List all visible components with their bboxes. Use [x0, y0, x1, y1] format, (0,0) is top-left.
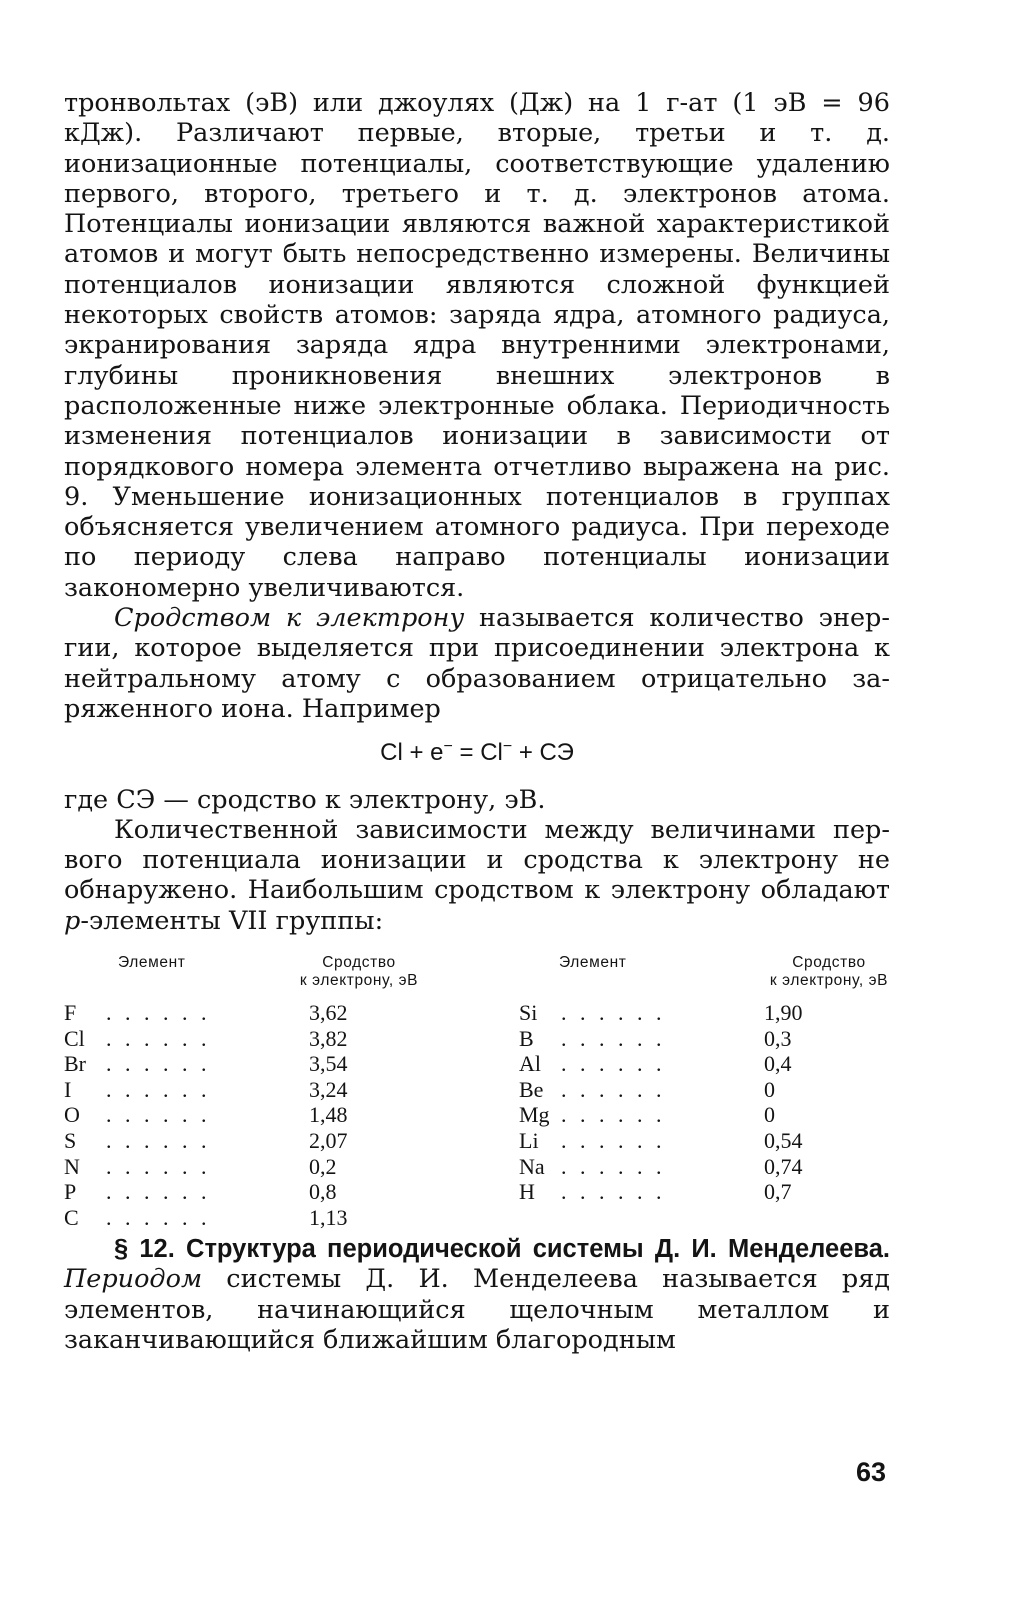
- table-row: [64, 1205, 484, 1231]
- table-rows: [64, 1000, 484, 1230]
- leader-dots: . . . . . .: [106, 1204, 211, 1230]
- table-row: [519, 1128, 939, 1154]
- header-affinity: [254, 954, 464, 990]
- paragraph-ionization: тронвольтах (эВ) или джоулях (Дж) на 1 г-ат (1 эВ = 96 кДж). Различают первые, вторые, третьи и т. д. ионизационные потенциалы, соответствующие удалению первого, второго, третьего и т. д. электронов атома. Потенциалы ионизации являются важной характеристикой атомов и могут быть непосредственно измерены. Величины потенциалов ионизации являются сложной функцией некоторых свойств атомов: заряда ядра, атомного радиуса, экранирования заряда ядра внутренними электронами, глубины проникновения внешних электронов в расположенные ниже электронные облака. Периодичность изменения потенциалов ионизации в зависимости от порядкового номера элемента отчетливо выражена на рис. 9. Уменьшение ионизационных потенциалов в группах объясняется увеличением атомного радиуса. При переходе по периоду слева направо потенциалы ионизации закономерно увеличиваются.: [64, 88, 890, 603]
- affinity-value: 1,13: [309, 1204, 348, 1230]
- element-symbol: N: [64, 1153, 80, 1179]
- leader-dots: . . . . . .: [561, 1179, 666, 1205]
- table-row: [64, 1102, 484, 1128]
- affinity-value: 0,3: [764, 1025, 792, 1051]
- section-12: [64, 1234, 890, 1355]
- leader-dots: . . . . . .: [106, 1076, 211, 1102]
- leader-dots: . . . . . .: [561, 1153, 666, 1179]
- leader-dots: . . . . . .: [561, 1051, 666, 1077]
- paragraph-quantitative: [64, 815, 890, 936]
- leader-dots: . . . . . .: [561, 1076, 666, 1102]
- element-symbol: S: [64, 1127, 77, 1153]
- affinity-value: 1,48: [309, 1102, 348, 1128]
- element-symbol: O: [64, 1102, 80, 1128]
- affinity-value: 0,54: [764, 1127, 803, 1153]
- term-electron-affinity: Сродством к электрону: [114, 603, 465, 634]
- affinity-value: 0: [764, 1102, 775, 1128]
- element-symbol: Li: [519, 1127, 539, 1153]
- affinity-table-left: [64, 954, 484, 1230]
- header-affinity-line2: к электрону, эВ: [299, 972, 419, 990]
- paragraph-quantitative-end: -элементы VII группы:: [80, 905, 384, 936]
- section-text: системы Д. И. Менделеева называется ряд элементов, начинающийся щелочным металлом и заканчивающийся ближайшим благородным: [64, 1264, 890, 1355]
- leader-dots: . . . . . .: [561, 1000, 666, 1026]
- leader-dots: . . . . . .: [561, 1102, 666, 1128]
- element-symbol: Na: [519, 1153, 545, 1179]
- header-affinity-line2: к электрону, эВ: [769, 972, 889, 990]
- affinity-value: 3,54: [309, 1051, 348, 1077]
- affinity-value: 0,4: [764, 1051, 792, 1077]
- table-row: [64, 1026, 484, 1052]
- formula-part-b: = Cl: [452, 739, 503, 767]
- leader-dots: . . . . . .: [561, 1025, 666, 1051]
- table-row: [519, 1026, 939, 1052]
- page-number: 63: [856, 1457, 887, 1487]
- element-symbol: Br: [64, 1051, 86, 1077]
- paragraph-quantitative-text: Количественной зависимости между величинами первого потенциала ионизации и сродства к электрону не обнаружено. Наибольшим сродством к электрону обладают: [64, 814, 890, 906]
- element-symbol: Si: [519, 1000, 538, 1026]
- term-period: Периодом: [64, 1264, 203, 1295]
- affinity-tables: [64, 954, 890, 1234]
- table-row: [519, 1077, 939, 1103]
- affinity-value: 0,8: [309, 1179, 337, 1205]
- table-row: [64, 1128, 484, 1154]
- affinity-value: 0,74: [764, 1153, 803, 1179]
- element-symbol: Cl: [64, 1025, 85, 1051]
- table-row: [64, 1077, 484, 1103]
- table-row: [519, 1102, 939, 1128]
- element-symbol: H: [519, 1179, 535, 1205]
- table-row: [519, 1179, 939, 1205]
- table-row: [519, 1154, 939, 1180]
- table-rows: [519, 1000, 939, 1205]
- leader-dots: . . . . . .: [106, 1127, 211, 1153]
- leader-dots: . . . . . .: [106, 1025, 211, 1051]
- formula: [64, 738, 890, 768]
- header-affinity-line1: Сродство: [792, 954, 866, 972]
- leader-dots: . . . . . .: [106, 1153, 211, 1179]
- affinity-value: 0,2: [309, 1153, 337, 1179]
- element-symbol: I: [64, 1076, 72, 1102]
- formula-part-a: Cl + e: [380, 739, 444, 767]
- table-row: [519, 1051, 939, 1077]
- formula-part-c: + СЭ: [512, 739, 574, 767]
- affinity-value: 0: [764, 1076, 775, 1102]
- formula-sup-1: −: [443, 738, 453, 756]
- element-symbol: C: [64, 1204, 79, 1230]
- paragraph-electron-affinity: [64, 603, 890, 724]
- table-row: [64, 1154, 484, 1180]
- element-symbol: P: [64, 1179, 77, 1205]
- affinity-value: 0,7: [764, 1179, 792, 1205]
- header-affinity-line1: Сродство: [322, 954, 396, 972]
- element-symbol: Be: [519, 1076, 544, 1102]
- table-row: [64, 1000, 484, 1026]
- leader-dots: . . . . . .: [106, 1102, 211, 1128]
- affinity-value: 2,07: [309, 1127, 348, 1153]
- header-affinity: [709, 954, 949, 990]
- table-row: [64, 1179, 484, 1205]
- table-header: [519, 954, 939, 1000]
- leader-dots: . . . . . .: [106, 1051, 211, 1077]
- page-content: [64, 88, 890, 1355]
- p-letter: p: [64, 905, 81, 936]
- leader-dots: . . . . . .: [106, 1000, 211, 1026]
- paragraph-where: где СЭ — сродство к электрону, эВ.: [64, 784, 546, 815]
- leader-dots: . . . . . .: [106, 1179, 211, 1205]
- formula-sup-2: −: [502, 738, 513, 756]
- header-element: Элемент: [118, 954, 186, 972]
- affinity-value: 1,90: [764, 1000, 803, 1026]
- element-symbol: F: [64, 1000, 77, 1026]
- affinity-table-right: [519, 954, 939, 1205]
- element-symbol: B: [519, 1025, 534, 1051]
- table-header: [64, 954, 484, 1000]
- table-row: [519, 1000, 939, 1026]
- affinity-value: 3,62: [309, 1000, 348, 1026]
- affinity-value: 3,82: [309, 1025, 348, 1051]
- header-element: Элемент: [559, 954, 627, 972]
- leader-dots: . . . . . .: [561, 1127, 666, 1153]
- affinity-value: 3,24: [309, 1076, 348, 1102]
- paragraph-electron-affinity-text: называется количество энергии, которое выделяется при присоединении электрона к нейтральному атому с образованием отрицательно заряженного иона. Например: [64, 603, 890, 724]
- table-row: [64, 1051, 484, 1077]
- element-symbol: Al: [519, 1051, 541, 1077]
- element-symbol: Mg: [519, 1102, 550, 1128]
- section-heading: § 12. Структура периодической системы Д. И. Менделеева.: [114, 1235, 890, 1264]
